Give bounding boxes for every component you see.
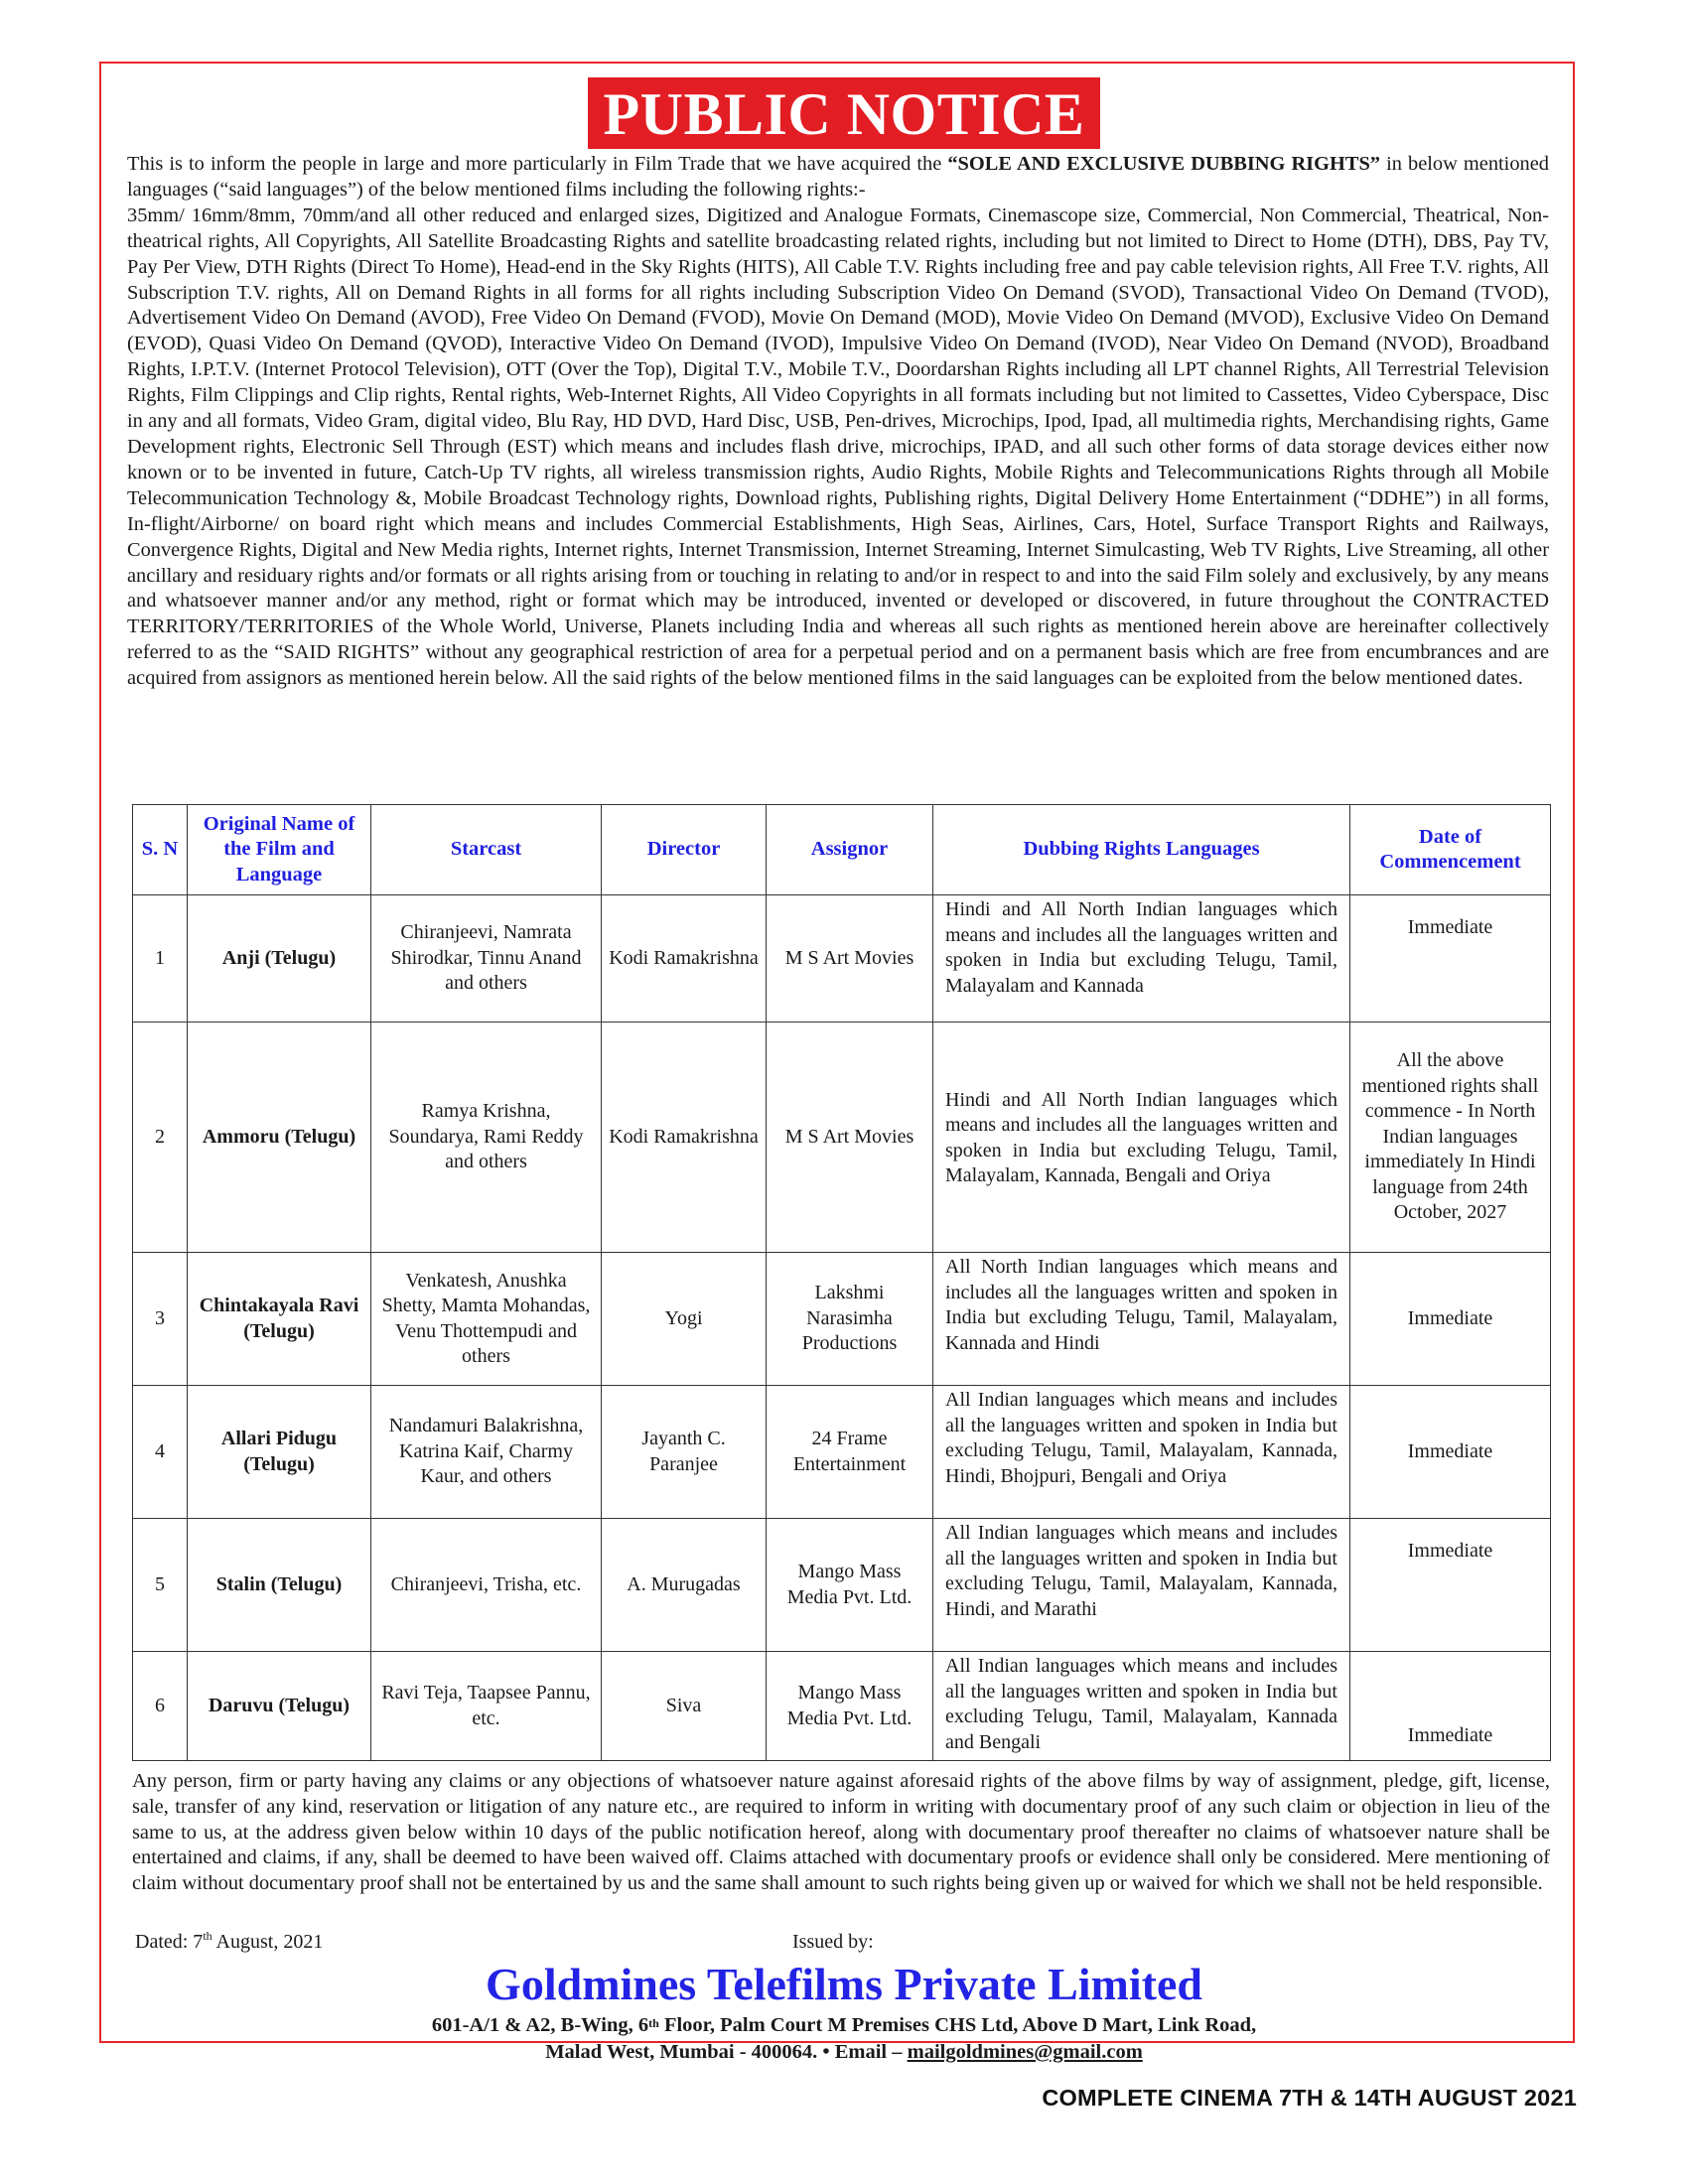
table-row <box>133 1023 1551 1253</box>
cell-languages: Hindi and All North Indian languages which means and includes all the languages written and spoken in India but excluding Telugu, Tamil, Malayalam and Kannada <box>933 895 1350 1023</box>
header-assignor: Assignor <box>767 805 933 895</box>
table-row <box>133 1652 1551 1761</box>
cell-film: Stalin (Telugu) <box>188 1519 371 1652</box>
cell-assignor: Mango Mass Media Pvt. Ltd. <box>767 1652 933 1761</box>
dated-prefix: Dated: 7 <box>135 1931 204 1953</box>
address-line-2 <box>0 2039 1688 2065</box>
cell-director: Jayanth C. Paranjee <box>602 1386 767 1519</box>
cell-film: Anji (Telugu) <box>188 895 371 1023</box>
cell-languages: All Indian languages which means and includes all the languages written and spoken in India but excluding Telugu, Tamil, Malayalam, Kannada, Hindi, Bhojpuri, Bengali and Oriya <box>933 1386 1350 1519</box>
table-header-row <box>133 805 1551 895</box>
cell-date: Immediate <box>1350 1253 1551 1386</box>
intro-paragraph <box>127 152 1549 204</box>
intro-text <box>127 152 1549 692</box>
cell-starcast: Chiranjeevi, Namrata Shirodkar, Tinnu Anand and others <box>371 895 602 1023</box>
dated-line <box>135 1931 323 1954</box>
cell-starcast: Venkatesh, Anushka Shetty, Mamta Mohandas, Venu Thottempudi and others <box>371 1253 602 1386</box>
cell-sn: 4 <box>133 1386 188 1519</box>
notice-title: PUBLIC NOTICE <box>588 77 1101 149</box>
intro-body: 35mm/ 16mm/8mm, 70mm/and all other reduced and enlarged sizes, Digitized and Analogue Formats, Cinemascope size, Commercial, Non Commercial, Theatrical, Non-theatrical rights, All Copyrights, All Satellite Broadcasting Rights and satellite broadcasting related rights, including but not limited to Direct to Home (DTH), DBS, Pay TV, Pay Per View, DTH Rights (Direct To Home), Head-end in the Sky Rights (HITS), All Cable T.V. Rights including free and pay cable television rights, All Free T.V. rights, All Subscription T.V. rights, All on Demand Rights in all forms for all rights including Subscription Video On Demand (SVOD), Transactional Video On Demand (TVOD), Advertisement Video On Demand (AVOD), Free Video On Demand (FVOD), Movie On Demand (MOD), Movie Video On Demand (MVOD), Exclusive Video On Demand (EVOD), Quasi Video On Demand (QVOD), Interactive Video On Demand (IVOD), Impulsive Video On Demand (IVOD), Near Video On Demand (NVOD), Broadband Rights, I.P.T.V. (Internet Protocol Television), OTT (Over the Top), Digital T.V., Mobile T.V., Doordarshan Rights including all LPT channel Rights, All Terrestrial Television Rights, Film Clippings and Clip rights, Rental rights, Web-Internet Rights, All Video Copyrights in all formats including but not limited to Cassettes, Video Cyberspace, Disc in any and all formats, Video Gram, digital video, Blu Ray, HD DVD, Hard Disc, USB, Pen-drives, Microchips, Ipod, Ipad, all multimedia rights, Merchandising rights, Game Development rights, Electronic Sell Through (EST) which means and includes flash drive, microchips, IPAD, and all such other forms of data storage devices either now known or to be invented in future, Catch-Up TV rights, all wireless transmission rights, Audio Rights, Mobile Rights and Telecommunications Rights through all Mobile Telecommunication Technology &, Mobile Broadcast Technology rights, Download rights, Publishing rights, Digital Delivery Home Entertainment (“DDHE”) in all forms, In-flight/Airborne/ on board right which means and includes Commercial Establishments, High Seas, Airlines, Cars, Hotel, Surface Transport Rights and Railways, Convergence Rights, Digital and New Media rights, Internet rights, Internet Transmission, Internet Streaming, Internet Simulcasting, Web TV Rights, Live Streaming, all other ancillary and residuary rights and/or formats or all rights arising from or touching in relating to and/or in respect to and into the said Film solely and exclusively, by any means and whatsoever manner and/or any method, right or format which may be introduced, invented or developed or discovered, in future throughout the CONTRACTED TERRITORY/TERRITORIES of the Whole World, Universe, Planets including India and whereas all such rights as mentioned herein above are hereinafter collectively referred to as the “SAID RIGHTS” without any geographical restriction of area for a perpetual period and on a permanent basis which are free from encumbrances and are acquired from assignors as mentioned herein below. All the said rights of the below mentioned films in the said languages can be exploited from the below mentioned dates. <box>127 204 1549 690</box>
header-director: Director <box>602 805 767 895</box>
table-row <box>133 895 1551 1023</box>
cell-assignor: M S Art Movies <box>767 895 933 1023</box>
cell-date: Immediate <box>1350 1386 1551 1519</box>
header-date: Date of Commencement <box>1350 805 1551 895</box>
address-sup: th <box>648 2016 659 2030</box>
cell-director: Siva <box>602 1652 767 1761</box>
cell-sn: 2 <box>133 1023 188 1253</box>
dated-sup: th <box>203 1929 212 1943</box>
cell-assignor: Mango Mass Media Pvt. Ltd. <box>767 1519 933 1652</box>
cell-sn: 6 <box>133 1652 188 1761</box>
title-wrap <box>0 77 1688 149</box>
intro-bold-rights: “SOLE AND EXCLUSIVE DUBBING RIGHTS” <box>947 153 1380 175</box>
cell-languages: All Indian languages which means and includes all the languages written and spoken in India but excluding Telugu, Tamil, Malayalam, Kannada, Hindi, and Marathi <box>933 1519 1350 1652</box>
email-link[interactable]: mailgoldmines@gmail.com <box>907 2041 1143 2063</box>
cell-director: Yogi <box>602 1253 767 1386</box>
cell-film: Allari Pidugu (Telugu) <box>188 1386 371 1519</box>
table-row <box>133 1519 1551 1652</box>
table-row <box>133 1253 1551 1386</box>
address-line-1 <box>0 2012 1688 2038</box>
issued-by: Issued by: <box>792 1931 874 1953</box>
cell-starcast: Ramya Krishna, Soundarya, Rami Reddy and others <box>371 1023 602 1253</box>
cell-assignor: 24 Frame Entertainment <box>767 1386 933 1519</box>
address-line2-text: Malad West, Mumbai - 400064. • Email – <box>545 2041 908 2063</box>
intro-lead: This is to inform the people in large and more particularly in Film Trade that we have acquired the <box>127 153 948 175</box>
publication-footer: COMPLETE CINEMA 7TH & 14TH AUGUST 2021 <box>1042 2085 1577 2111</box>
cell-sn: 1 <box>133 895 188 1023</box>
intro-after-bold: in below mentioned languages (“said languages”) of the below mentioned films including the following rights:- <box>127 153 1549 201</box>
cell-starcast: Nandamuri Balakrishna, Katrina Kaif, Charmy Kaur, and others <box>371 1386 602 1519</box>
rights-table <box>132 804 1551 1761</box>
address-part-a: 601-A/1 & A2, B-Wing, 6 <box>431 2014 649 2036</box>
header-sn: S. N <box>133 805 188 895</box>
cell-director: Kodi Ramakrishna <box>602 1023 767 1253</box>
cell-languages: All Indian languages which means and includes all the languages written and spoken in India but excluding Telugu, Tamil, Malayalam, Kannada and Bengali <box>933 1652 1350 1761</box>
cell-date: Immediate <box>1350 1519 1551 1652</box>
cell-assignor: Lakshmi Narasimha Productions <box>767 1253 933 1386</box>
cell-film: Chintakayala Ravi (Telugu) <box>188 1253 371 1386</box>
cell-sn: 3 <box>133 1253 188 1386</box>
cell-date: Immediate <box>1350 1652 1551 1761</box>
cell-film: Ammoru (Telugu) <box>188 1023 371 1253</box>
claims-paragraph: Any person, firm or party having any claims or any objections of whatsoever nature against aforesaid rights of the above films by way of assignment, pledge, gift, license, sale, transfer of any kind, reservation or litigation of any nature etc., are required to inform in writing with documentary proof of any such claim or objection in lieu of the same to us, at the address given below within 10 days of the public notification hereof, along with documentary proof thereafter no claims of whatsoever nature shall be entertained and claims, if any, shall be deemed to have been waived off. Claims attached with documentary proofs or evidence shall only be considered. Mere mentioning of claim without documentary proof shall not be entertained by us and the same shall amount to such rights being given up or waived for which we shall not be held responsible. <box>132 1770 1550 1895</box>
cell-film: Daruvu (Telugu) <box>188 1652 371 1761</box>
table-row <box>133 1386 1551 1519</box>
dated-suffix: August, 2021 <box>211 1931 324 1953</box>
cell-languages: Hindi and All North Indian languages which means and includes all the languages written and spoken in India but excluding Telugu, Tamil, Malayalam, Kannada, Bengali and Oriya <box>933 1023 1350 1253</box>
header-languages: Dubbing Rights Languages <box>933 805 1350 895</box>
cell-sn: 5 <box>133 1519 188 1652</box>
cell-starcast: Chiranjeevi, Trisha, etc. <box>371 1519 602 1652</box>
cell-director: Kodi Ramakrishna <box>602 895 767 1023</box>
cell-languages: All North Indian languages which means and includes all the languages written and spoken in India but excluding Telugu, Tamil, Malayalam, Kannada and Hindi <box>933 1253 1350 1386</box>
header-starcast: Starcast <box>371 805 602 895</box>
company-name: Goldmines Telefilms Private Limited <box>486 1959 1202 2009</box>
cell-assignor: M S Art Movies <box>767 1023 933 1253</box>
cell-director: A. Murugadas <box>602 1519 767 1652</box>
cell-date: Immediate <box>1350 895 1551 1023</box>
cell-starcast: Ravi Teja, Taapsee Pannu, etc. <box>371 1652 602 1761</box>
address-part-b: Floor, Palm Court M Premises CHS Ltd, Above D Mart, Link Road, <box>658 2014 1257 2036</box>
header-film: Original Name of the Film and Language <box>188 805 371 895</box>
cell-date: All the above mentioned rights shall commence - In North Indian languages immediately In Hindi language from 24th October, 2027 <box>1350 1023 1551 1253</box>
